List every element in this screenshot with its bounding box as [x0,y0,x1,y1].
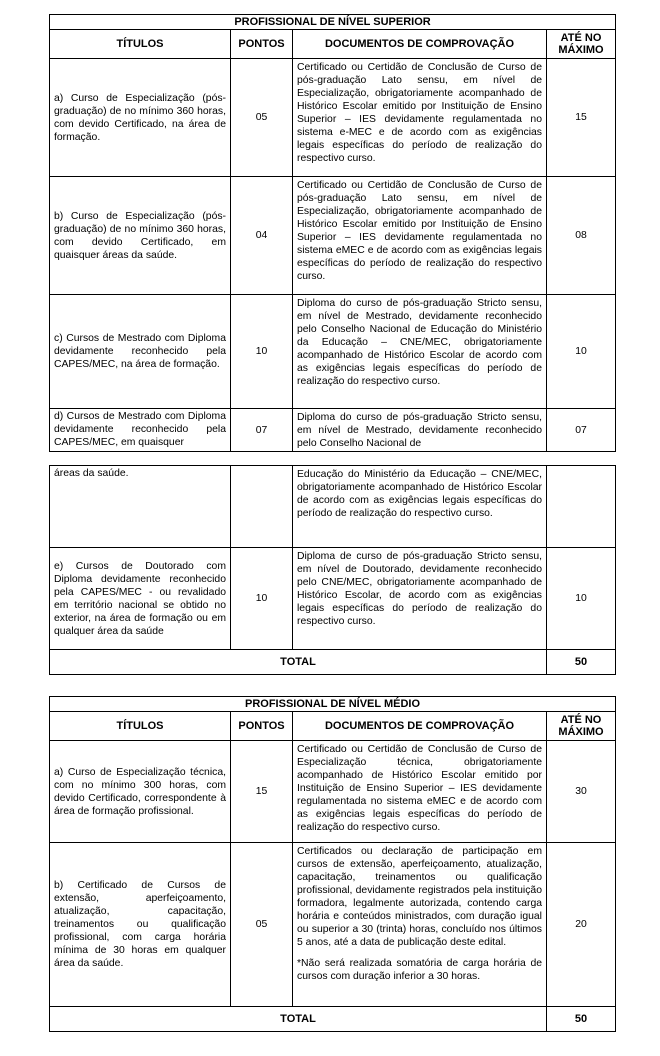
table-superior [49,14,616,452]
header-maximo: ATÉ NO MÁXIMO [547,30,616,59]
total-row [50,1007,616,1032]
row-maximo: 07 [547,409,616,452]
row-documento: Certificado ou Certidão de Conclusão de Curso de pós-graduação Lato sensu, em nível de Especialização, obrigatoriamente acompanhado de Histórico Escolar emitido por Instituição de Ensino Superior – IES devidamente regulamentada no sistema eMEC e de acordo com as exigências legais específicas do período de realização do respectivo curso. [293,177,547,295]
total-label: TOTAL [50,1007,547,1032]
row-titulo: b) Certificado de Cursos de extensão, aperfeiçoamento, atualização, capacitação, treinamentos ou qualificação profissional, com carga horária mínima de 30 horas em qualquer área da saúde. [50,843,231,1007]
header-pontos: PONTOS [231,30,293,59]
row-maximo: 30 [547,741,616,843]
row-documento: Certificados ou declaração de participação em cursos de extensão, aperfeiçoamento, atualização, capacitação, treinamentos ou qualificação profissional, devidamente registrados pela instituição formadora, legalmente autorizada, contendo carga horária e conteúdos ministrados, com duração igual ou superior a 30 (trinta) horas, concluído nos últimos 5 anos, até a data de publicação deste edital. [297,846,542,948]
row-documento: Educação do Ministério da Educação – CNE/MEC, obrigatoriamente acompanhado de Histórico Escolar de acordo com as exigências legais específicas do período de realização do respectivo curso. [293,466,547,548]
row-pontos: 05 [231,59,293,177]
row-documento: Certificado ou Certidão de Conclusão de Curso de pós-graduação Lato sensu, em nível de Especialização, obrigatoriamente acompanhado de Histórico Escolar emitido por Instituição de Ensino Superior – IES devidamente regulamentada no sistema e-MEC e de acordo com as exigências legais específicas do período de realização do respectivo curso. [293,59,547,177]
row-maximo: 10 [547,295,616,409]
table-row [50,466,616,548]
table-row [50,409,616,452]
row-titulo: a) Curso de Especialização (pós-graduação) de no mínimo 360 horas, com devido Certificado, na área de formação. [50,59,231,177]
row-titulo: áreas da saúde. [50,466,231,548]
table-row [50,843,616,1007]
row-documento: Certificado ou Certidão de Conclusão de Curso de Especialização técnica, obrigatoriamente acompanhado de Histórico Escolar emitido por Instituição de Ensino Superior – IES devidamente regulamentada no sistema eMEC e de acordo com as exigências legais específicas do período de realização do respectivo curso. [293,741,547,843]
table-superior-continuation [49,465,616,675]
row-documento-cell [293,843,547,1007]
row-documento: Diploma do curso de pós-graduação Stricto sensu, em nível de Mestrado, devidamente reconhecido pelo Conselho Nacional de Educação do Ministério da Educação – CNE/MEC, obrigatoriamente acompanhado de Histórico Escolar de acordo com as exigências legais específicas do período de realização do respectivo curso. [293,295,547,409]
row-titulo: e) Cursos de Doutorado com Diploma devidamente reconhecido pela CAPES/MEC - ou revalidado em território nacional se obtido no exterior, na área de formação ou em qualquer área da saúde [50,548,231,650]
table-title: PROFISSIONAL DE NÍVEL SUPERIOR [50,15,616,30]
row-nota: *Não será realizada somatória de carga horária de cursos com duração inferior a 30 horas. [297,958,542,982]
table-row [50,548,616,650]
header-titulos: TÍTULOS [50,712,231,741]
row-titulo: b) Curso de Especialização (pós-graduação) de no mínimo 360 horas, com devido Certificado, em quaisquer áreas da saúde. [50,177,231,295]
header-documentos: DOCUMENTOS DE COMPROVAÇÃO [293,712,547,741]
row-pontos: 10 [231,295,293,409]
row-pontos: 05 [231,843,293,1007]
table-row [50,59,616,177]
header-documentos: DOCUMENTOS DE COMPROVAÇÃO [293,30,547,59]
row-documento: Diploma de curso de pós-graduação Stricto sensu, em nível de Doutorado, devidamente reconhecido pelo CNE/MEC, obrigatoriamente acompanhado de Histórico Escolar, de acordo com as exigências legais específicas do período de realização do respectivo curso. [293,548,547,650]
header-titulos: TÍTULOS [50,30,231,59]
row-maximo: 10 [547,548,616,650]
total-label: TOTAL [50,650,547,675]
table-row [50,177,616,295]
row-titulo: d) Cursos de Mestrado com Diploma devidamente reconhecido pela CAPES/MEC, em quaisquer [50,409,231,452]
table-title: PROFISSIONAL DE NÍVEL MÉDIO [50,697,616,712]
total-row [50,650,616,675]
row-maximo: 08 [547,177,616,295]
row-titulo: a) Curso de Especialização técnica, com no mínimo 300 horas, com devido Certificado, correspondente à área de formação profissional. [50,741,231,843]
row-pontos: 07 [231,409,293,452]
table-medio [49,696,616,1032]
header-pontos: PONTOS [231,712,293,741]
table-row [50,295,616,409]
header-maximo: ATÉ NO MÁXIMO [547,712,616,741]
total-value: 50 [547,650,616,675]
row-maximo: 15 [547,59,616,177]
total-value: 50 [547,1007,616,1032]
row-maximo: 20 [547,843,616,1007]
row-maximo [547,466,616,548]
row-pontos: 10 [231,548,293,650]
row-pontos: 04 [231,177,293,295]
row-documento: Diploma do curso de pós-graduação Stricto sensu, em nível de Mestrado, devidamente reconhecido pelo Conselho Nacional de [293,409,547,452]
row-pontos [231,466,293,548]
table-row [50,741,616,843]
row-pontos: 15 [231,741,293,843]
row-titulo: c) Cursos de Mestrado com Diploma devidamente reconhecido pela CAPES/MEC, na área de formação. [50,295,231,409]
